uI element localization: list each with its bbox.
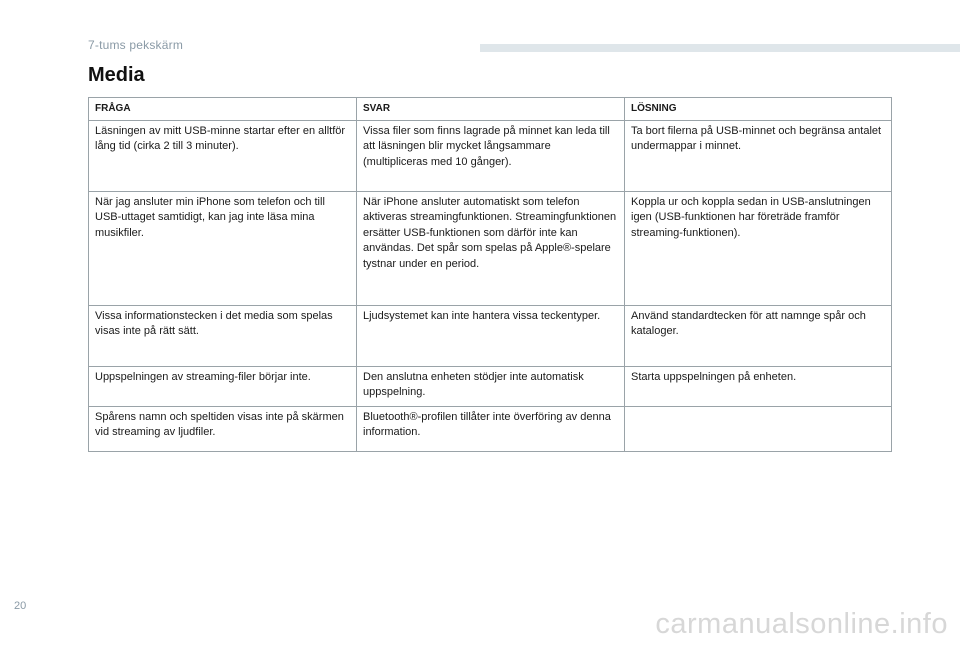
answer-cell: Vissa filer som finns lagrade på minnet kan leda till att läsningen blir mycket långsammare (multipliceras med 10 gånger). [357,120,625,191]
column-header-solution: LÖSNING [625,98,892,121]
table-header-row [89,98,892,121]
solution-cell: Använd standardtecken för att namnge spår och kataloger. [625,305,892,366]
faq-table [88,97,892,452]
question-cell: Uppspelningen av streaming-filer börjar inte. [89,366,357,406]
table-row [89,305,892,366]
solution-cell: Ta bort filerna på USB-minnet och begränsa antalet undermappar i minnet. [625,120,892,191]
column-header-question: FRÅGA [89,98,357,121]
answer-cell: Ljudsystemet kan inte hantera vissa teckentyper. [357,305,625,366]
watermark: carmanualsonline.info [655,608,948,640]
question-cell: Spårens namn och speltiden visas inte på skärmen vid streaming av ljudfiler. [89,406,357,451]
header-bar [480,44,960,52]
question-cell: Läsningen av mitt USB-minne startar efter en alltför lång tid (cirka 2 till 3 minuter). [89,120,357,191]
page-title: Media [88,64,145,86]
table-row [89,366,892,406]
section-label: 7-tums pekskärm [88,38,184,52]
answer-cell: Den anslutna enheten stödjer inte automatisk uppspelning. [357,366,625,406]
table-row [89,406,892,451]
table-row [89,120,892,191]
page-number: 20 [14,600,27,612]
question-cell: När jag ansluter min iPhone som telefon och till USB-uttaget samtidigt, kan jag inte läsa mina musikfiler. [89,191,357,305]
answer-cell: När iPhone ansluter automatiskt som telefon aktiveras streamingfunktionen. Streamingfunktionen ersätter USB-funktionen som därför inte kan användas. Det spår som spelas på Apple®-spelare tystnar under en period. [357,191,625,305]
table-row [89,191,892,305]
column-header-answer: SVAR [357,98,625,121]
answer-cell: Bluetooth®-profilen tillåter inte överföring av denna information. [357,406,625,451]
solution-cell [625,406,892,451]
solution-cell: Koppla ur och koppla sedan in USB-anslutningen igen (USB-funktionen har företräde framför streaming-funktionen). [625,191,892,305]
solution-cell: Starta uppspelningen på enheten. [625,366,892,406]
question-cell: Vissa informationstecken i det media som spelas visas inte på rätt sätt. [89,305,357,366]
